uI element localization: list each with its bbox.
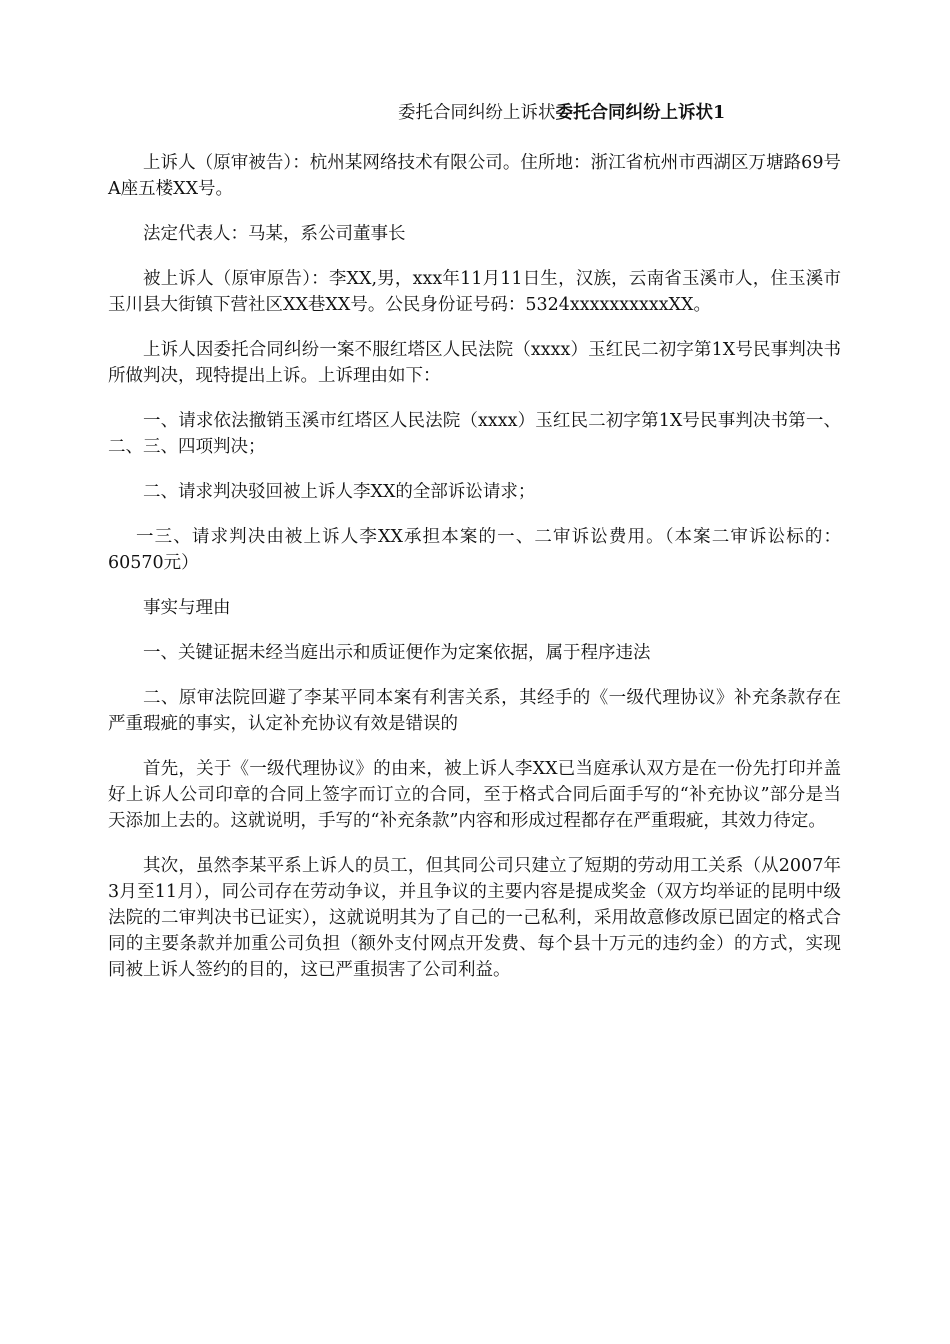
paragraph-first: 首先，关于《一级代理协议》的由来，被上诉人李XX已当庭承认双方是在一份先打印并盖好上诉人公司印章的合同上签字而订立的合同，至于格式合同后面手写的“补充协议”部分是当天添加上去的。这就说明，手写的“补充条款”内容和形成过程都存在严重瑕疵，其效力待定。	[108, 759, 841, 831]
paragraph-request-1: 一、请求依法撤销玉溪市红塔区人民法院（xxxx）玉红民二初字第1X号民事判决书第一、二、三、四项判决；	[108, 411, 841, 457]
title-plain: 委托合同纠纷上诉状	[398, 103, 556, 123]
paragraph-second: 其次，虽然李某平系上诉人的员工，但其同公司只建立了短期的劳动用工关系（从2007年3月至11月），同公司存在劳动争议，并且争议的主要内容是提成奖金（双方均举证的昆明中级法院的二审判决书已证实），这就说明其为了自己的一己私利，采用故意修改原已固定的格式合同的主要条款并加重公司负担（额外支付网点开发费、每个县十万元的违约金）的方式，实现同被上诉人签约的目的，这已严重损害了公司利益。	[108, 856, 841, 980]
paragraph-appeal-intro: 上诉人因委托合同纠纷一案不服红塔区人民法院（xxxx）玉红民二初字第1X号民事判决书所做判决，现特提出上诉。上诉理由如下：	[108, 340, 841, 386]
paragraph-request-2: 二、请求判决驳回被上诉人李XX的全部诉讼请求；	[143, 482, 536, 502]
paragraph-appellee: 被上诉人（原审原告）：李XX,男，xxx年11月11日生，汉族，云南省玉溪市人，住玉溪市玉川县大街镇下营社区XX巷XX号。公民身份证号码：5324xxxxxxxxxxXX。	[108, 269, 841, 315]
paragraph-legal-representative: 法定代表人：马某，系公司董事长	[143, 224, 406, 244]
document-page	[108, 100, 841, 1002]
paragraph-appellant: 上诉人（原审被告）：杭州某网络技术有限公司。住所地：浙江省杭州市西湖区万塘路69号A座五楼XX号。	[108, 153, 841, 199]
section-heading-facts: 事实与理由	[143, 598, 231, 618]
paragraph-reason-1: 一、关键证据未经当庭出示和质证便作为定案依据，属于程序违法	[143, 643, 651, 663]
paragraph-request-3: 一三、请求判决由被上诉人李XX承担本案的一、二审诉讼费用。（本案二审诉讼标的：60570元）	[108, 527, 841, 573]
title-bold: 委托合同纠纷上诉状1	[555, 103, 726, 123]
document-title	[108, 100, 841, 126]
paragraph-reason-2: 二、原审法院回避了李某平同本案有利害关系，其经手的《一级代理协议》补充条款存在严重瑕疵的事实，认定补充协议有效是错误的	[108, 688, 841, 734]
